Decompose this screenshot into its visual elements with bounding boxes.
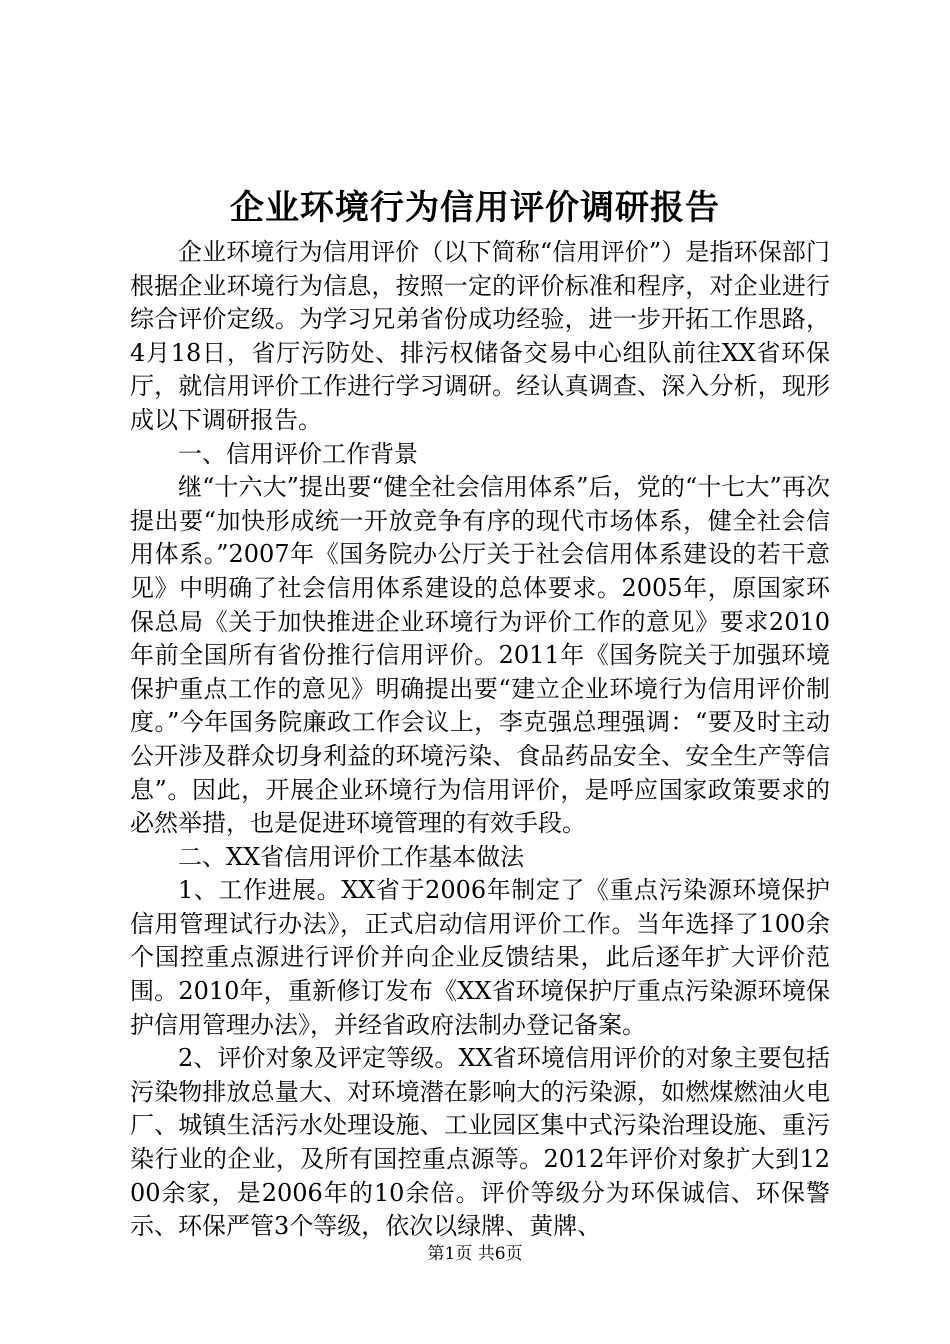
paragraph-background: 继“十六大”提出要“健全社会信用体系”后，党的“十七大”再次提出要“加快形成统一开放竞争有序的现代市场体系，健全社会信用体系。”2007年《国务院办公厅关于社会信用体系建设的若干意见》中明确了社会信用体系建设的总体要求。2005年，原国家环保总局《关于加快推进企业环境行为评价工作的意见》要求2010年前全国所有省份推行信用评价。2011年《国务院关于加强环境保护重点工作的意见》明确提出要“建立企业环境行为信用评价制度。”今年国务院廉政工作会议上，李克强总理强调：“要及时主动公开涉及群众切身利益的环境污染、食品药品安全、安全生产等信息”。因此，开展企业环境行为信用评价，是呼应国家政策要求的必然举措，也是促进环境管理的有效手段。 [130,473,830,838]
page-footer: 第1页 共6页 [427,1244,523,1264]
section-heading-background: 一、信用评价工作背景 [178,439,418,468]
document-body [130,236,830,1244]
section-heading-practices: 二、XX省信用评价工作基本做法 [178,842,525,871]
paragraph-evaluation: 2、评价对象及评定等级。XX省环境信用评价的对象主要包括污染物排放总量大、对环境潜在影响大的污染源，如燃煤燃油火电厂、城镇生活污水处理设施、工业园区集中式污染治理设施、重污染行业的企业，及所有国控重点源等。2012年评价对象扩大到1200余家，是2006年的10余倍。评价等级分为环保诚信、环保警示、环保严管3个等级，依次以绿牌、黄牌、 [130,1044,830,1241]
paragraph-intro: 企业环境行为信用评价（以下简称“信用评价”）是指环保部门根据企业环境行为信息，按照一定的评价标准和程序，对企业进行综合评价定级。为学习兄弟省份成功经验，进一步开拓工作思路，4月18日，省厅污防处、排污权储备交易中心组队前往XX省环保厅，就信用评价工作进行学习调研。经认真调查、深入分析，现形成以下调研报告。 [130,238,830,434]
document-title: 企业环境行为信用评价调研报告 [230,188,720,228]
paragraph-progress: 1、工作进展。XX省于2006年制定了《重点污染源环境保护信用管理试行办法》，正式启动信用评价工作。当年选择了100余个国控重点源进行评价并向企业反馈结果，此后逐年扩大评价范围。2010年，重新修订发布《XX省环境保护厅重点污染源环境保护信用管理办法》，并经省政府法制办登记备案。 [130,876,830,1039]
